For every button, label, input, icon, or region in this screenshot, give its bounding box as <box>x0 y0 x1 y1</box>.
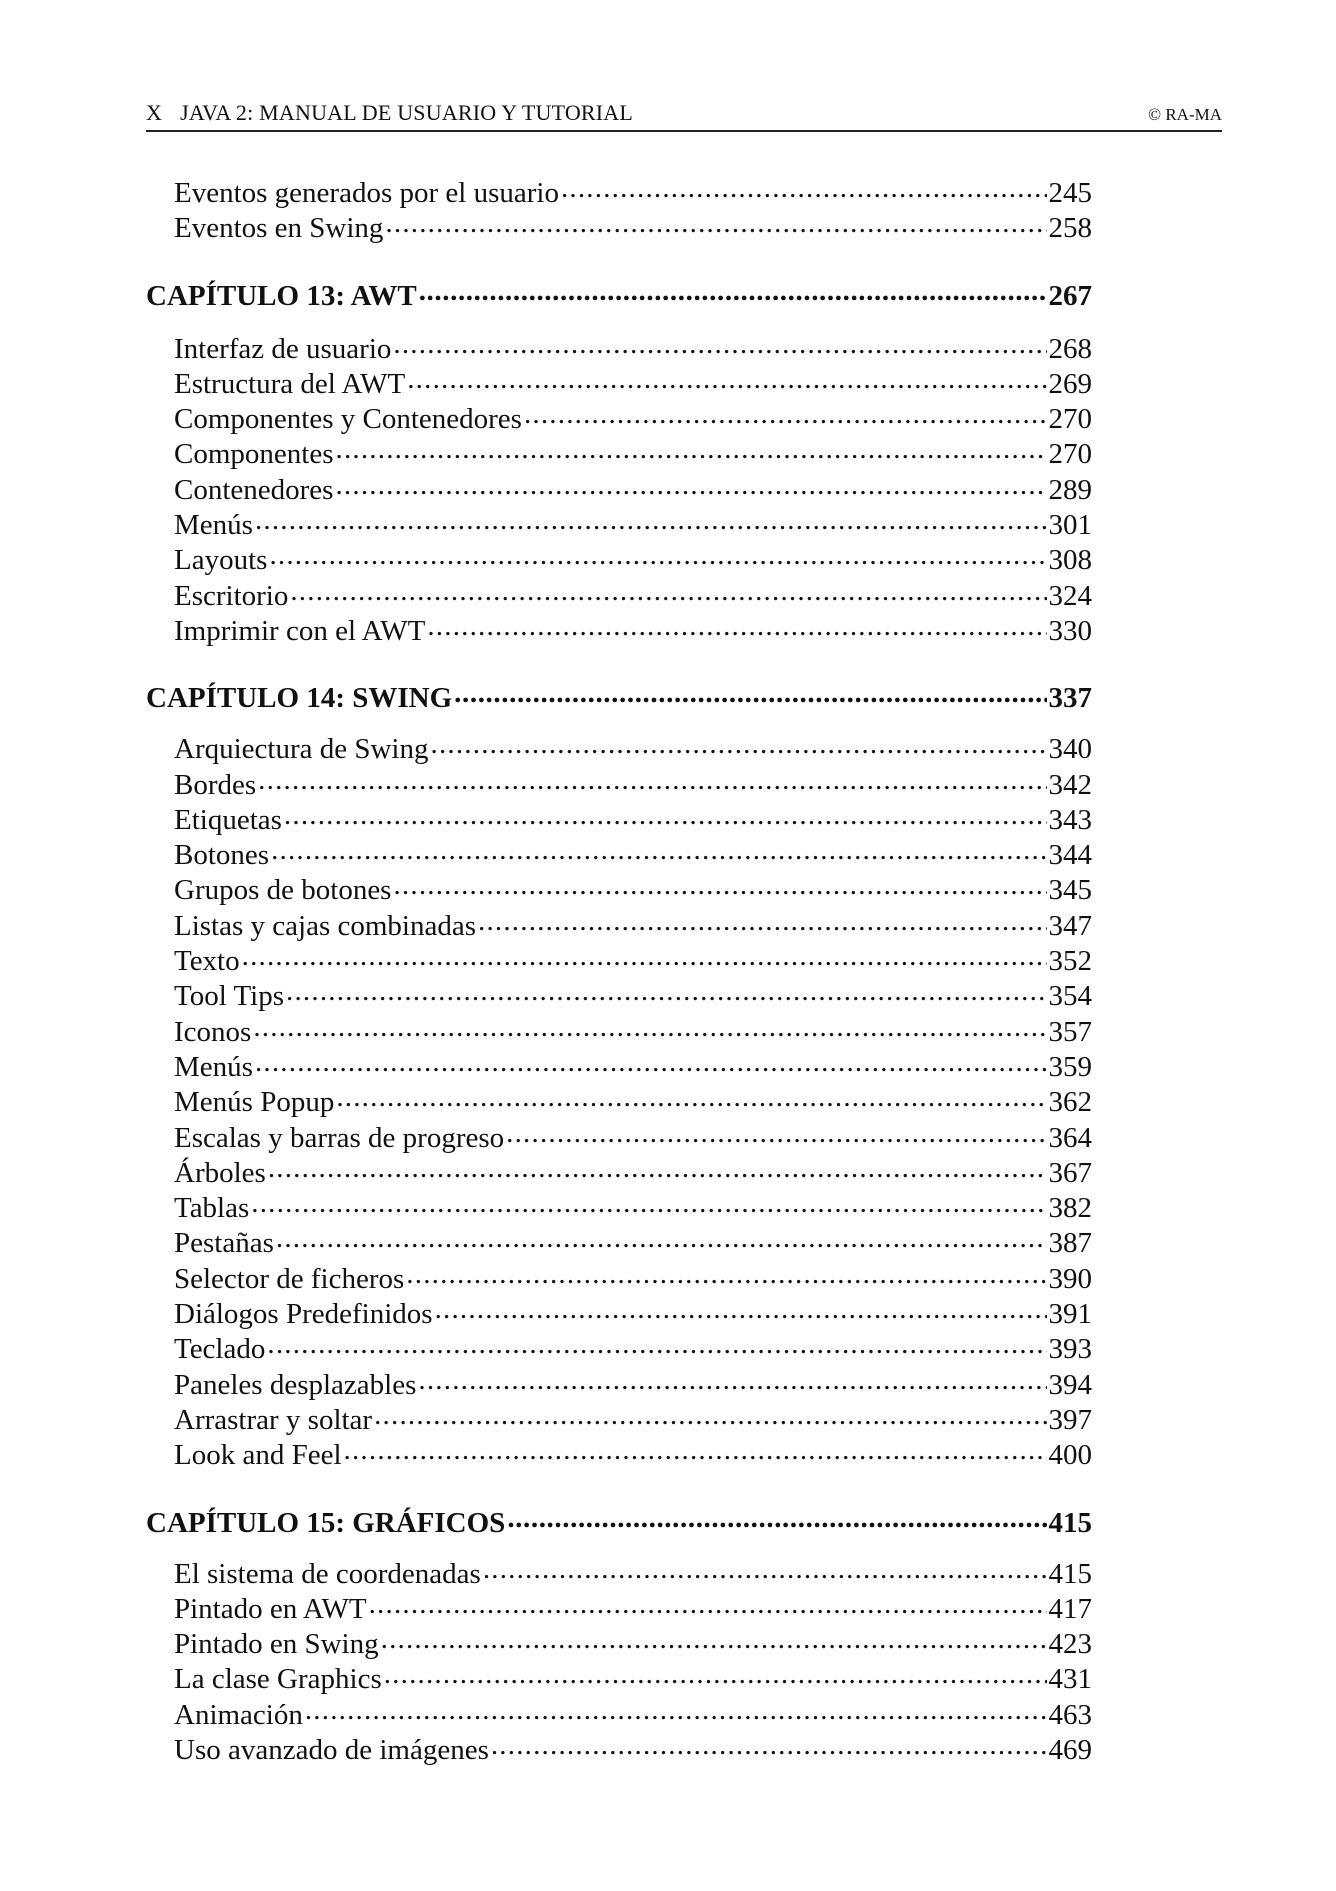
toc-entry-page-number: 268 <box>1048 332 1092 365</box>
toc-entry-page-number: 367 <box>1048 1156 1092 1189</box>
toc-entry-title: Componentes y Contenedores <box>174 403 522 436</box>
toc-entry[interactable] <box>146 1364 1092 1399</box>
dot-leader <box>242 940 1047 970</box>
toc-entry-title: Menús <box>174 1050 253 1083</box>
toc-entry[interactable] <box>146 1588 1092 1623</box>
toc-entry[interactable] <box>146 1328 1092 1366</box>
toc-entry-page-number: 423 <box>1048 1628 1092 1661</box>
toc-entry-title: Texto <box>174 945 240 978</box>
dot-leader <box>305 1694 1047 1724</box>
toc-entry-title: Tool Tips <box>174 980 285 1013</box>
dot-leader <box>393 869 1046 899</box>
toc-entry-page-number: 301 <box>1048 509 1092 542</box>
toc-entry-page-number: 391 <box>1048 1298 1092 1331</box>
dot-leader <box>483 1553 1047 1583</box>
toc-entry[interactable] <box>146 398 1092 436</box>
dot-leader <box>286 975 1046 1005</box>
dot-leader <box>253 1011 1046 1041</box>
toc-entry-title: Tablas <box>174 1192 250 1225</box>
toc-entry-page-number: 344 <box>1048 839 1092 872</box>
dot-leader <box>491 1729 1047 1759</box>
toc-entry[interactable] <box>146 1293 1092 1331</box>
toc-entry[interactable] <box>146 363 1092 398</box>
toc-entry-page-number: 270 <box>1048 403 1092 436</box>
toc-entry-title: Escritorio <box>174 579 289 612</box>
toc-entry-title: Arrastrar y soltar <box>174 1403 373 1436</box>
toc-entry[interactable] <box>146 1258 1092 1293</box>
toc-entry[interactable] <box>146 1694 1092 1729</box>
toc-entry-title: Listas y cajas combinadas <box>174 909 476 942</box>
toc-entry-page-number: 357 <box>1048 1015 1092 1048</box>
dot-leader <box>435 1293 1047 1323</box>
toc-chapter-heading-page-number: 337 <box>1048 682 1092 715</box>
dot-leader <box>374 1399 1046 1429</box>
toc-chapter-heading-title: CAPÍTULO 14: SWING <box>146 682 453 715</box>
toc-entry-page-number: 347 <box>1048 909 1092 942</box>
dot-leader <box>524 398 1047 428</box>
toc-entry-page-number: 340 <box>1048 733 1092 766</box>
toc-entry-page-number: 397 <box>1048 1403 1092 1436</box>
toc-entry[interactable] <box>146 1399 1092 1434</box>
dot-leader <box>251 1187 1046 1217</box>
toc-entry[interactable] <box>146 905 1092 940</box>
toc-entry-page-number: 394 <box>1048 1368 1092 1401</box>
toc-entry-page-number: 390 <box>1048 1262 1092 1295</box>
toc-entry-page-number: 359 <box>1048 1050 1092 1083</box>
toc-entry-page-number: 393 <box>1048 1333 1092 1366</box>
toc-entry-title: Árboles <box>174 1156 266 1189</box>
dot-leader <box>336 1081 1046 1111</box>
toc-entry-page-number: 343 <box>1048 803 1092 836</box>
dot-leader <box>255 1046 1047 1076</box>
dot-leader <box>406 1258 1046 1288</box>
toc-entry[interactable] <box>146 1553 1092 1588</box>
toc-entry-page-number: 417 <box>1048 1592 1092 1625</box>
toc-entry[interactable] <box>146 469 1092 504</box>
toc-entry-title: Grupos de botones <box>174 874 392 907</box>
toc-entry-title: Componentes <box>174 438 334 471</box>
dot-leader <box>478 905 1047 935</box>
publisher-mark: © RA-MA <box>1148 105 1222 124</box>
toc-entry-title: Eventos generados por el usuario <box>174 177 559 209</box>
toc-entry-page-number: 324 <box>1048 579 1092 612</box>
toc-entry-title: Estructura del AWT <box>174 367 406 400</box>
dot-leader <box>336 433 1047 463</box>
dot-leader <box>419 275 1047 305</box>
toc-entry[interactable] <box>146 1046 1092 1081</box>
toc-entry-title: Interfaz de usuario <box>174 332 392 365</box>
toc-entry-page-number: 269 <box>1048 367 1092 400</box>
toc-entry-title: Eventos en Swing <box>174 212 384 245</box>
toc-entry[interactable] <box>146 504 1092 542</box>
toc-entry[interactable] <box>146 1187 1092 1225</box>
dot-leader <box>407 363 1046 393</box>
dot-leader <box>276 1222 1047 1252</box>
toc-chapter-heading-title: CAPÍTULO 15: GRÁFICOS <box>146 1506 506 1539</box>
toc-entry-page-number: 352 <box>1048 945 1092 978</box>
toc-entry[interactable] <box>146 1081 1092 1119</box>
toc-entry[interactable] <box>146 1623 1092 1661</box>
header-left <box>146 100 633 126</box>
toc-entry-title: Menús <box>174 509 253 542</box>
toc-entry[interactable] <box>146 975 1092 1013</box>
dot-leader <box>269 539 1046 569</box>
dot-leader <box>454 677 1046 707</box>
dot-leader <box>427 610 1046 640</box>
toc-chapter-heading[interactable] <box>146 677 1092 715</box>
dot-leader <box>268 1152 1047 1182</box>
dot-leader <box>369 1588 1047 1618</box>
dot-leader <box>507 1502 1046 1532</box>
dot-leader <box>431 728 1047 758</box>
toc-entry-page-number: 463 <box>1048 1698 1092 1731</box>
toc-entry[interactable] <box>146 1117 1092 1152</box>
toc-entry-page-number: 431 <box>1048 1663 1092 1696</box>
toc-entry[interactable] <box>146 940 1092 978</box>
toc-chapter-heading[interactable] <box>146 275 1092 310</box>
toc-entry-title: Botones <box>174 839 270 872</box>
toc-entry-page-number: 362 <box>1048 1086 1092 1119</box>
toc-entry[interactable] <box>146 728 1092 766</box>
toc-entry-page-number: 469 <box>1048 1733 1092 1766</box>
toc-entry-title: Arquiectura de Swing <box>174 733 429 766</box>
toc-entry-title: Paneles desplazables <box>174 1368 417 1401</box>
toc-entry[interactable] <box>146 1434 1092 1472</box>
toc-entry[interactable] <box>146 207 1092 245</box>
dot-leader <box>290 575 1046 605</box>
toc-entry[interactable] <box>146 799 1092 834</box>
dot-leader <box>561 172 1047 202</box>
dot-leader <box>258 764 1046 794</box>
toc-entry-page-number: 382 <box>1048 1192 1092 1225</box>
toc-entry-title: Contenedores <box>174 473 334 506</box>
toc-entry-page-number: 289 <box>1048 473 1092 506</box>
table-of-contents <box>146 172 1092 1764</box>
dot-leader <box>271 834 1046 864</box>
toc-entry[interactable] <box>146 328 1092 363</box>
dot-leader <box>335 469 1046 499</box>
dot-leader <box>344 1434 1047 1464</box>
toc-entry-title: Pintado en Swing <box>174 1628 379 1661</box>
toc-entry-page-number: 245 <box>1048 177 1092 209</box>
dot-leader <box>384 1658 1047 1688</box>
dot-leader <box>418 1364 1046 1394</box>
book-title: JAVA 2: MANUAL DE USUARIO Y TUTORIAL <box>180 100 634 125</box>
toc-entry[interactable] <box>146 869 1092 907</box>
toc-entry[interactable] <box>146 433 1092 471</box>
toc-entry-title: Imprimir con el AWT <box>174 614 426 647</box>
toc-entry-title: Teclado <box>174 1333 266 1366</box>
toc-entry[interactable] <box>146 1152 1092 1187</box>
toc-entry[interactable] <box>146 1011 1092 1046</box>
toc-entry-page-number: 387 <box>1048 1227 1092 1260</box>
toc-entry-page-number: 354 <box>1048 980 1092 1013</box>
running-header <box>146 100 1222 132</box>
toc-entry[interactable] <box>146 539 1092 577</box>
toc-entry-title: Etiquetas <box>174 803 282 836</box>
toc-entry-title: El sistema de coordenadas <box>174 1557 481 1590</box>
toc-chapter-heading-page-number: 415 <box>1048 1506 1092 1539</box>
toc-entry-title: Look and Feel <box>174 1439 342 1472</box>
toc-entry[interactable] <box>146 610 1092 645</box>
toc-chapter-heading[interactable] <box>146 1502 1092 1537</box>
toc-entry-title: Uso avanzado de imágenes <box>174 1733 489 1766</box>
toc-entry[interactable] <box>146 575 1092 610</box>
toc-entry[interactable] <box>146 764 1092 799</box>
dot-leader <box>381 1623 1047 1653</box>
dot-leader <box>393 328 1046 358</box>
toc-entry-title: Iconos <box>174 1015 252 1048</box>
toc-entry-page-number: 258 <box>1048 212 1092 245</box>
toc-entry-page-number: 400 <box>1048 1439 1092 1472</box>
toc-entry[interactable] <box>146 1658 1092 1696</box>
toc-entry[interactable] <box>146 834 1092 872</box>
toc-entry-title: Escalas y barras de progreso <box>174 1121 505 1154</box>
dot-leader <box>255 504 1047 534</box>
toc-entry[interactable] <box>146 172 1092 207</box>
page-folio: X <box>146 100 163 125</box>
toc-chapter-heading-page-number: 267 <box>1048 279 1092 312</box>
toc-entry[interactable] <box>146 1729 1092 1764</box>
toc-entry-title: Diálogos Predefinidos <box>174 1298 433 1331</box>
toc-entry-page-number: 308 <box>1048 544 1092 577</box>
toc-entry-title: Animación <box>174 1698 303 1731</box>
dot-leader <box>506 1117 1046 1147</box>
dot-leader <box>284 799 1047 829</box>
toc-entry-title: Layouts <box>174 544 268 577</box>
toc-entry-page-number: 415 <box>1048 1557 1092 1590</box>
toc-entry-page-number: 270 <box>1048 438 1092 471</box>
toc-entry-title: La clase Graphics <box>174 1663 382 1696</box>
toc-entry-title: Menús Popup <box>174 1086 335 1119</box>
dot-leader <box>267 1328 1046 1358</box>
toc-entry-page-number: 364 <box>1048 1121 1092 1154</box>
toc-entry[interactable] <box>146 1222 1092 1260</box>
toc-entry-title: Pintado en AWT <box>174 1592 367 1625</box>
dot-leader <box>385 207 1046 237</box>
toc-entry-page-number: 345 <box>1048 874 1092 907</box>
toc-chapter-heading-title: CAPÍTULO 13: AWT <box>146 279 417 312</box>
toc-entry-page-number: 342 <box>1048 768 1092 801</box>
toc-entry-title: Pestañas <box>174 1227 274 1260</box>
toc-entry-page-number: 330 <box>1048 614 1092 647</box>
toc-entry-title: Selector de ficheros <box>174 1262 405 1295</box>
toc-entry-title: Bordes <box>174 768 257 801</box>
